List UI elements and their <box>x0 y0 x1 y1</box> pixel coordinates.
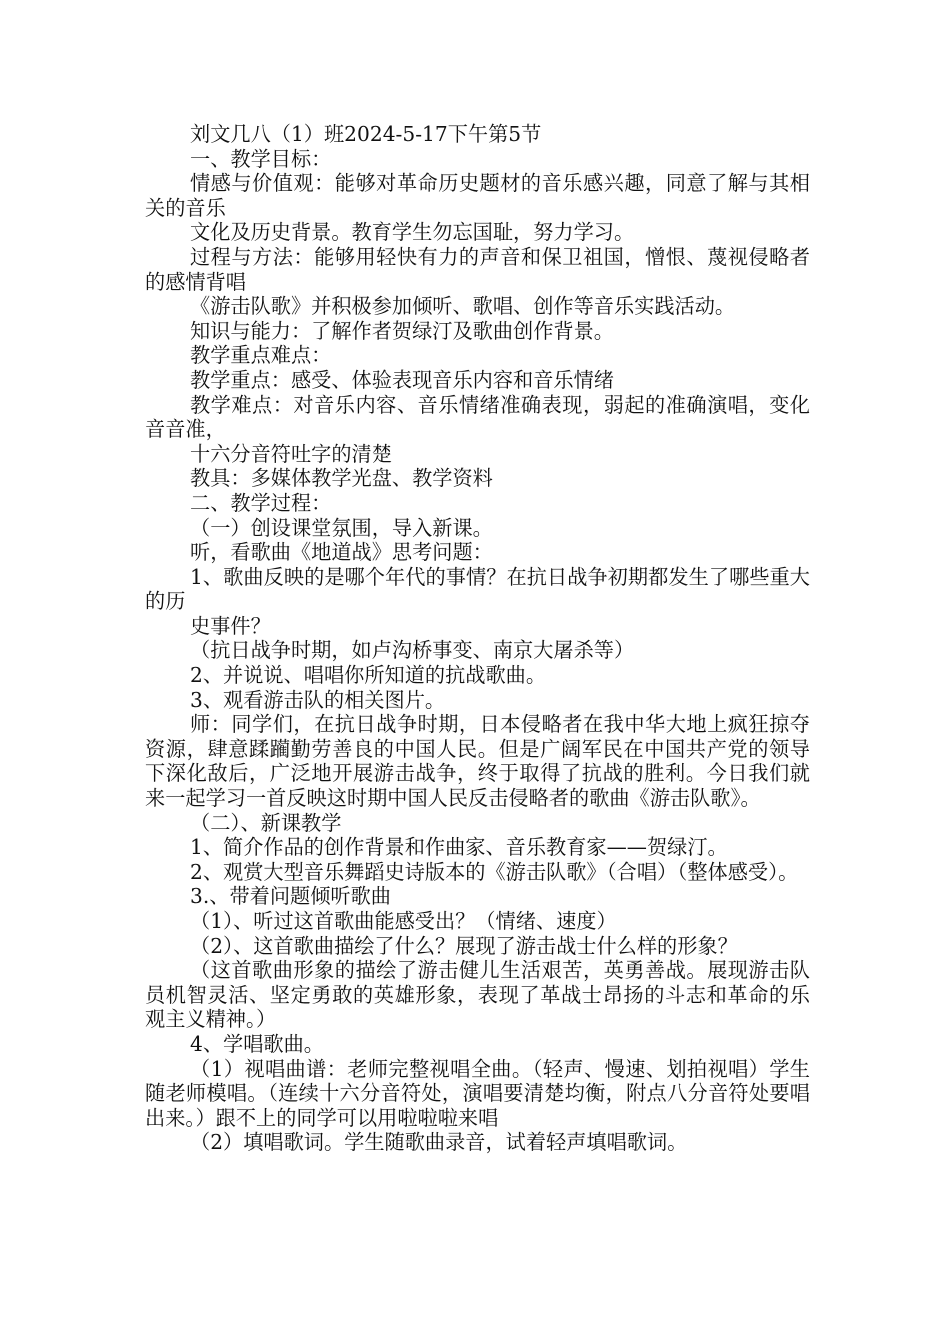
paragraph: 知识与能力：了解作者贺绿汀及歌曲创作背景。 <box>190 318 614 343</box>
section-heading: 二、教学过程： <box>190 490 332 515</box>
paragraph: （2）填唱歌词。学生随歌曲录音，试着轻声填唱歌词。 <box>190 1130 688 1155</box>
paragraph: 2、并说说、唱唱你所知道的抗战歌曲。 <box>190 663 547 688</box>
paragraph: 3、观看游击队的相关图片。 <box>190 687 446 712</box>
document-body <box>145 122 810 1155</box>
header-line: 刘文几八（1）班2024-5-17下午第5节 <box>190 122 542 146</box>
paragraph: 2、观赏大型音乐舞蹈史诗版本的《游击队歌》（合唱）（整体感受）。 <box>190 859 799 884</box>
paragraph: 教学重点：感受、体验表现音乐内容和音乐情绪 <box>190 367 614 392</box>
section-heading: 教学重点难点： <box>190 343 332 368</box>
paragraph: 4、学唱歌曲。 <box>190 1031 324 1056</box>
paragraph: （这首歌曲形象的描绘了游击健儿生活艰苦，英勇善战。展现游击队员机智灵活、坚定勇敢的英雄形象，表现了革战士昂扬的斗志和革命的乐观主义精神。） <box>145 958 810 1032</box>
sub-heading: （二）、新课教学 <box>190 810 342 835</box>
sub-heading: （一）创设课堂氛围，导入新课。 <box>190 515 493 540</box>
paragraph: 过程与方法：能够用轻快有力的声音和保卫祖国，憎恨、蔑视侵略者的感情背唱 <box>145 244 810 294</box>
paragraph: 1、简介作品的创作背景和作曲家、音乐教育家——贺绿汀。 <box>190 835 728 860</box>
paragraph: 3.、带着问题倾听歌曲 <box>190 884 391 909</box>
paragraph: 《游击队歌》并积极参加倾听、歌唱、创作等音乐实践活动。 <box>190 294 736 319</box>
paragraph: 教具：多媒体教学光盘、教学资料 <box>190 466 493 491</box>
paragraph: 文化及历史背景。教育学生勿忘国耻，努力学习。 <box>190 220 635 245</box>
paragraph: （1）、听过这首歌曲能感受出？（情绪、速度） <box>190 909 617 933</box>
paragraph: 1、歌曲反映的是哪个年代的事情？在抗日战争初期都发生了哪些重大的历 <box>145 564 810 614</box>
paragraph: 教学难点：对音乐内容、音乐情绪准确表现，弱起的准确演唱，变化音音准， <box>145 392 810 442</box>
paragraph: 听，看歌曲《地道战》思考问题： <box>190 540 493 565</box>
paragraph: （2）、这首歌曲描绘了什么？展现了游击战士什么样的形象？ <box>190 933 738 958</box>
paragraph: 情感与价值观：能够对革命历史题材的音乐感兴趣，同意了解与其相关的音乐 <box>145 171 810 220</box>
paragraph: （1）视唱曲谱：老师完整视唱全曲。（轻声、慢速、划拍视唱）学生随老师模唱。（连续十六分音符处，演唱要清楚均衡，附点八分音符处要唱出来。）跟不上的同学可以用啦啦啦来唱 <box>145 1056 810 1130</box>
paragraph: （抗日战争时期，如卢沟桥事变、南京大屠杀等） <box>190 638 635 663</box>
section-heading: 一、教学目标： <box>190 146 332 171</box>
paragraph: 史事件？ <box>190 613 271 638</box>
paragraph: 师：同学们，在抗日战争时期，日本侵略者在我中华大地上疯狂掠夺资源，肆意蹂躏勤劳善良的中国人民。但是广阔军民在中国共产党的领导下深化敌后，广泛地开展游击战争，终于取得了抗战的胜利。今日我们就来一起学习一首反映这时期中国人民反击侵略者的歌曲《游击队歌》。 <box>145 712 810 811</box>
paragraph: 十六分音符吐字的清楚 <box>190 441 392 466</box>
